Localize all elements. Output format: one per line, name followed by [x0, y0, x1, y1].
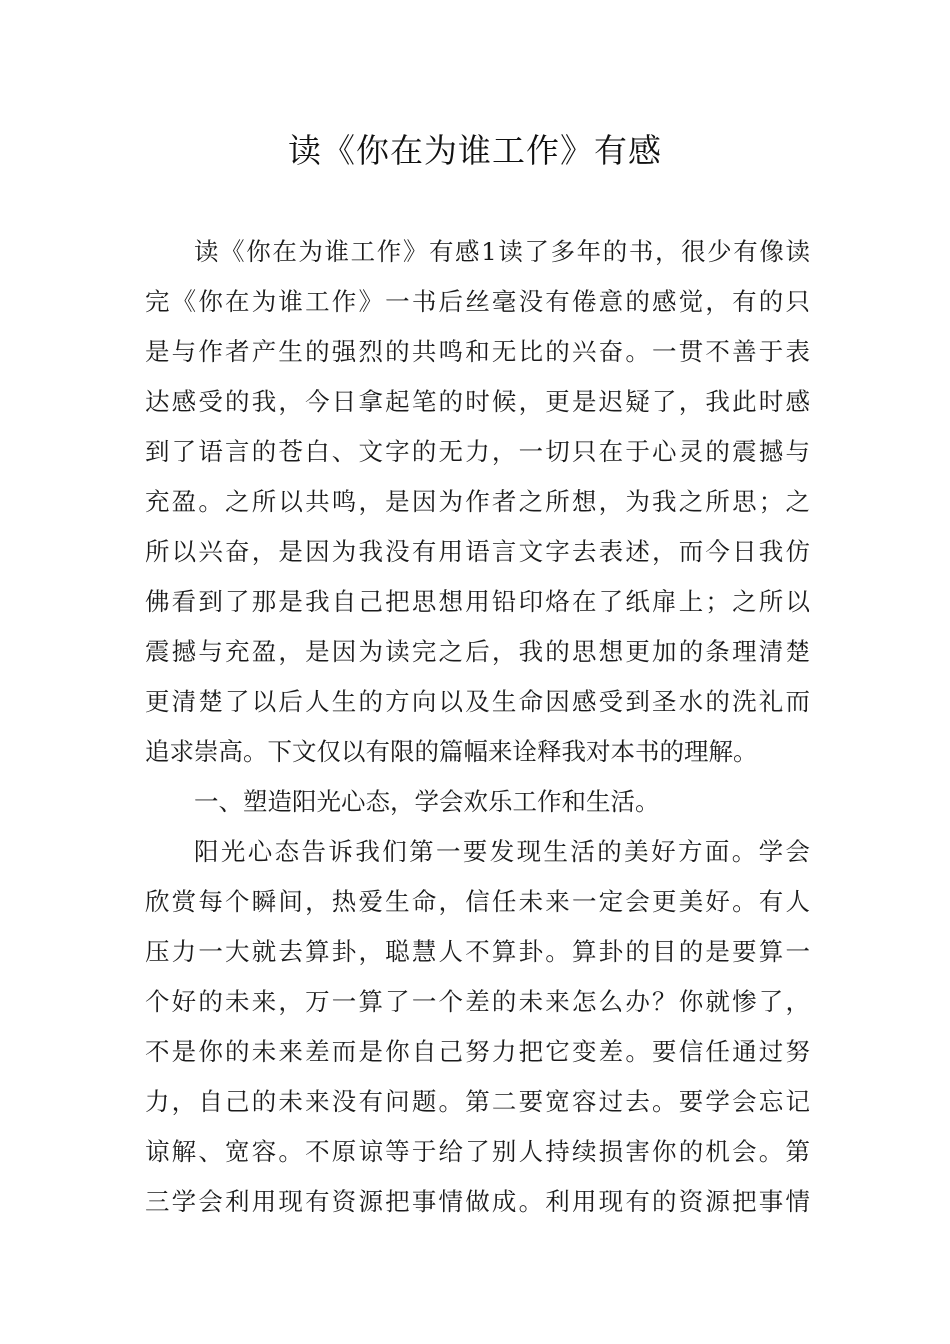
paragraph-line: 不是你的未来差而是你自己努力把它变差。要信任通过努 — [145, 1037, 810, 1066]
paragraph-line: 佛看到了那是我自己把思想用铅印烙在了纸扉上；之所以 — [145, 587, 810, 616]
paragraph-line: 到了语言的苍白、文字的无力，一切只在于心灵的震撼与 — [145, 437, 810, 466]
paragraph-line: 完《你在为谁工作》一书后丝毫没有倦意的感觉，有的只 — [145, 287, 810, 316]
paragraph-line: 达感受的我，今日拿起笔的时候，更是迟疑了，我此时感 — [145, 387, 810, 416]
paragraph-line: 欣赏每个瞬间，热爱生命，信任未来一定会更美好。有人 — [145, 887, 810, 916]
paragraph-line: 个好的未来，万一算了一个差的未来怎么办？你就惨了， — [145, 987, 810, 1016]
paragraph-line: 更清楚了以后人生的方向以及生命因感受到圣水的洗礼而 — [145, 687, 810, 716]
paragraph-line: 充盈。之所以共鸣，是因为作者之所想，为我之所思；之 — [145, 487, 810, 516]
paragraph-line: 追求崇高。下文仅以有限的篇幅来诠释我对本书的理解。 — [145, 737, 758, 766]
paragraph-line: 所以兴奋，是因为我没有用语言文字去表述，而今日我仿 — [145, 537, 810, 566]
document-title: 读《你在为谁工作》有感 — [288, 131, 662, 170]
document-body — [145, 227, 810, 1227]
paragraph-line: 力，自己的未来没有问题。第二要宽容过去。要学会忘记 — [145, 1087, 810, 1116]
paragraph-line: 谅解、宽容。不原谅等于给了别人持续损害你的机会。第 — [145, 1137, 810, 1166]
paragraph-line: 读《你在为谁工作》有感1读了多年的书，很少有像读 — [194, 237, 810, 266]
paragraph-line: 是与作者产生的强烈的共鸣和无比的兴奋。一贯不善于表 — [145, 337, 810, 366]
paragraph-line: 震撼与充盈，是因为读完之后，我的思想更加的条理清楚 — [145, 637, 810, 666]
section-heading: 一、塑造阳光心态，学会欢乐工作和生活。 — [194, 787, 660, 816]
paragraph-line: 三学会利用现有资源把事情做成。利用现有的资源把事情 — [145, 1187, 810, 1216]
paragraph-line: 阳光心态告诉我们第一要发现生活的美好方面。学会 — [194, 837, 810, 866]
paragraph-line: 压力一大就去算卦，聪慧人不算卦。算卦的目的是要算一 — [145, 937, 810, 966]
